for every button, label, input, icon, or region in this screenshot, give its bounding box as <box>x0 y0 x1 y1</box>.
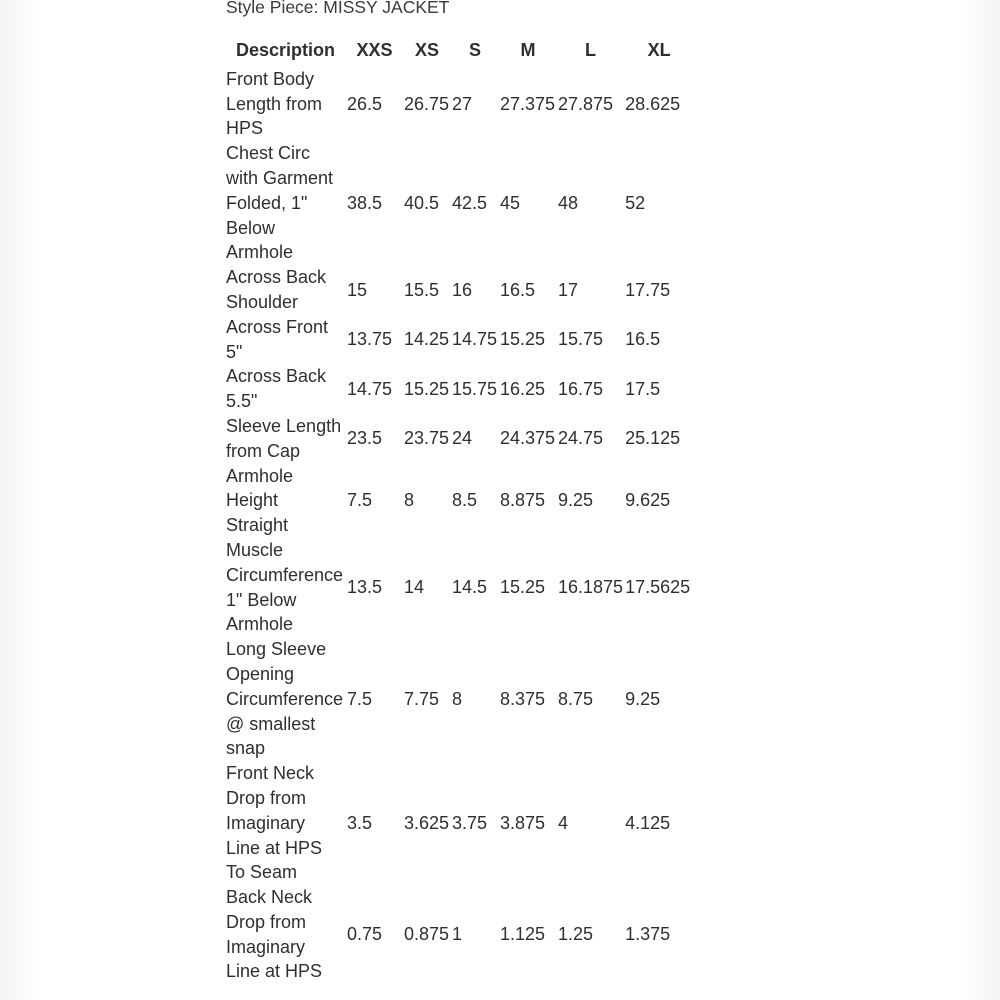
cell-xs: 14.25 <box>404 329 450 350</box>
cell-xs: 26.75 <box>404 93 450 114</box>
description-line: Line at HPS <box>226 961 323 982</box>
table-row <box>224 364 693 414</box>
description-line: Circumference <box>226 688 344 709</box>
table-body <box>224 67 693 984</box>
column-header-xl: XL <box>647 40 671 60</box>
cell-xs: 0.875 <box>404 924 450 945</box>
cell-xs: 23.75 <box>404 428 450 449</box>
cell-xxs: 13.75 <box>347 329 393 350</box>
cell-m: 16.25 <box>500 378 546 399</box>
description-line: Across Back <box>226 267 327 288</box>
description-line: Line at HPS <box>226 837 323 858</box>
cell-l: 16.75 <box>558 378 604 399</box>
cell-s: 42.5 <box>452 192 488 213</box>
cell-xl: 1.375 <box>625 924 671 945</box>
cell-l: 1.25 <box>558 924 594 945</box>
cell-m: 45 <box>500 192 521 213</box>
cell-m: 1.125 <box>500 924 546 945</box>
cell-s: 14.5 <box>452 577 488 598</box>
cell-xl: 17.5 <box>625 378 661 399</box>
cell-xl: 52 <box>625 192 646 213</box>
table-header-row <box>224 38 693 67</box>
cell-xxs: 7.5 <box>347 688 373 709</box>
row-description <box>224 364 345 414</box>
cell-l: 24.75 <box>558 428 604 449</box>
description-line: Front Neck <box>226 763 315 784</box>
cell-m: 16.5 <box>500 279 536 300</box>
description-line: Height <box>226 490 279 511</box>
cell-xxs: 15 <box>347 279 368 300</box>
cell-m: 15.25 <box>500 577 546 598</box>
cell-xxs: 26.5 <box>347 93 383 114</box>
description-line: 1" Below <box>226 589 297 610</box>
style-piece-title: Style Piece: MISSY JACKET <box>226 0 450 17</box>
row-description <box>224 265 345 315</box>
description-line: snap <box>226 738 266 759</box>
description-line: Drop from <box>226 911 307 932</box>
cell-xxs: 13.5 <box>347 577 383 598</box>
cell-l: 15.75 <box>558 329 604 350</box>
description-line: Muscle <box>226 539 284 560</box>
cell-xs: 8 <box>404 490 415 511</box>
description-line: Length from <box>226 93 323 114</box>
description-line: Chest Circ <box>226 143 311 164</box>
description-line: Across Back <box>226 366 327 387</box>
cell-l: 27.875 <box>558 93 614 114</box>
description-line: Straight <box>226 515 289 536</box>
cell-m: 8.875 <box>500 490 546 511</box>
cell-l: 17 <box>558 279 579 300</box>
cell-m: 8.375 <box>500 688 546 709</box>
column-header-l: L <box>585 40 597 60</box>
size-spec-table <box>224 38 693 984</box>
cell-xl: 4.125 <box>625 812 671 833</box>
row-description <box>224 67 345 141</box>
description-line: Armhole <box>226 614 294 635</box>
description-line: Sleeve Length <box>226 415 342 436</box>
description-line: Front Body <box>226 68 315 89</box>
description-line: Shoulder <box>226 291 299 312</box>
cell-s: 16 <box>452 279 473 300</box>
cell-s: 8 <box>452 688 463 709</box>
table-row <box>224 67 693 141</box>
description-line: 5" <box>226 341 243 362</box>
cell-xs: 40.5 <box>404 192 440 213</box>
column-header-description: Description <box>235 40 336 60</box>
table-row <box>224 637 693 761</box>
cell-xs: 15.25 <box>404 378 450 399</box>
cell-l: 8.75 <box>558 688 594 709</box>
description-line: Drop from <box>226 787 307 808</box>
cell-l: 4 <box>558 812 569 833</box>
cell-s: 1 <box>452 924 463 945</box>
description-line: 5.5" <box>226 391 258 412</box>
description-line: To Seam <box>226 862 298 883</box>
cell-xxs: 38.5 <box>347 192 383 213</box>
cell-xs: 14 <box>404 577 425 598</box>
cell-l: 16.1875 <box>558 577 624 598</box>
table-row <box>224 538 693 637</box>
cell-xs: 7.75 <box>404 688 440 709</box>
column-header-m: M <box>520 40 536 60</box>
cell-m: 24.375 <box>500 428 556 449</box>
cell-xxs: 3.5 <box>347 812 373 833</box>
cell-l: 48 <box>558 192 579 213</box>
description-line: Below <box>226 217 276 238</box>
table-row <box>224 141 693 265</box>
column-header-s: S <box>468 40 481 60</box>
cell-s: 14.75 <box>452 329 498 350</box>
description-line: Imaginary <box>226 936 306 957</box>
cell-s: 15.75 <box>452 378 498 399</box>
cell-xxs: 7.5 <box>347 490 373 511</box>
row-description <box>224 414 345 464</box>
table-row <box>224 265 693 315</box>
description-line: Long Sleeve <box>226 639 327 660</box>
row-description <box>224 141 345 265</box>
row-description <box>224 464 345 538</box>
cell-s: 24 <box>452 428 473 449</box>
description-line: Back Neck <box>226 887 313 908</box>
column-header-xs: XS <box>414 40 439 60</box>
cell-xl: 25.125 <box>625 428 681 449</box>
description-line: from Cap <box>226 440 301 461</box>
description-line: Circumference <box>226 564 344 585</box>
description-line: Armhole <box>226 242 294 263</box>
description-line: Folded, 1" <box>226 192 308 213</box>
table-row <box>224 414 693 464</box>
cell-m: 27.375 <box>500 93 556 114</box>
cell-l: 9.25 <box>558 490 594 511</box>
row-description <box>224 538 345 637</box>
description-line: @ smallest <box>226 713 316 734</box>
cell-xs: 3.625 <box>404 812 450 833</box>
description-line: Imaginary <box>226 812 306 833</box>
description-line: HPS <box>226 118 264 139</box>
cell-xs: 15.5 <box>404 279 440 300</box>
cell-s: 8.5 <box>452 490 478 511</box>
table-row <box>224 315 693 365</box>
cell-xl: 17.75 <box>625 279 671 300</box>
cell-s: 27 <box>452 93 473 114</box>
cell-m: 15.25 <box>500 329 546 350</box>
description-line: Armhole <box>226 465 294 486</box>
row-description <box>224 315 345 365</box>
table-row <box>224 761 693 885</box>
cell-xl: 17.5625 <box>625 577 691 598</box>
row-description <box>224 885 345 984</box>
cell-m: 3.875 <box>500 812 546 833</box>
description-line: Across Front <box>226 316 329 337</box>
cell-s: 3.75 <box>452 812 488 833</box>
table-row <box>224 464 693 538</box>
cell-xxs: 14.75 <box>347 378 393 399</box>
description-line: Opening <box>226 663 295 684</box>
row-description <box>224 761 345 885</box>
cell-xxs: 23.5 <box>347 428 383 449</box>
row-description <box>224 637 345 761</box>
cell-xl: 9.25 <box>625 688 661 709</box>
cell-xl: 16.5 <box>625 329 661 350</box>
cell-xl: 28.625 <box>625 93 681 114</box>
table-row <box>224 885 693 984</box>
column-header-xxs: XXS <box>356 40 393 60</box>
cell-xxs: 0.75 <box>347 924 383 945</box>
description-line: with Garment <box>226 167 334 188</box>
cell-xl: 9.625 <box>625 490 671 511</box>
